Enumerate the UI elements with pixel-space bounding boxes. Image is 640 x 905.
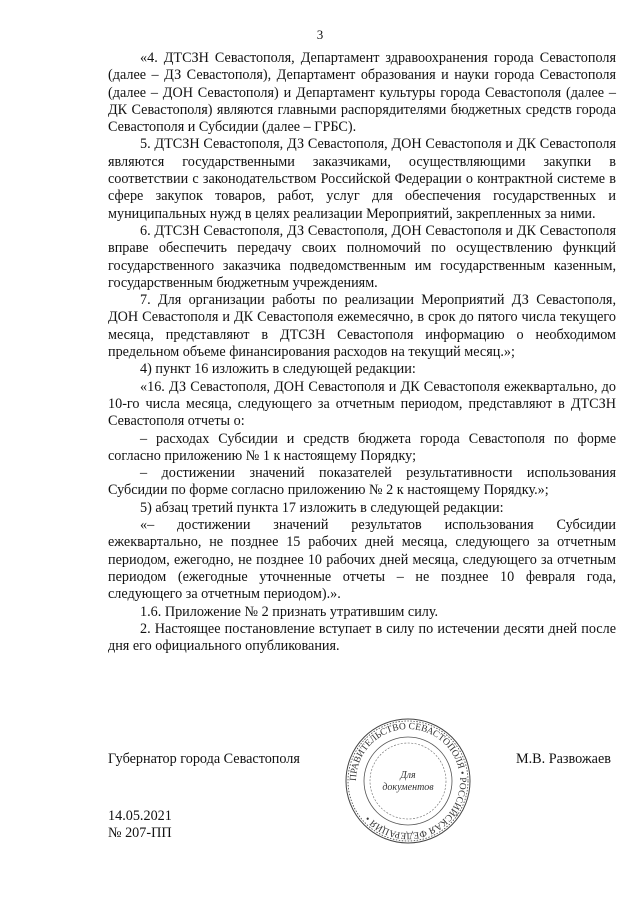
paragraph: 5. ДТСЗН Севастополя, ДЗ Севастополя, ДОН Севастополя и ДК Севастополя являются государственными заказчиками, осуществляющими закупки в соответствии с законодательством Российской Федерации о контрактной системе в сфере закупок товаров, работ, услуг для обеспечения государственных и муниципальных нужд в целях реализации Мероприятий, закрепленных за ними. — [108, 136, 616, 222]
paragraph: – расходах Субсидии и средств бюджета города Севастополя по форме согласно приложению № 1 к настоящему Порядку; — [108, 430, 616, 464]
signatory-position: Губернатор города Севастополя — [108, 751, 300, 767]
document-meta — [108, 808, 172, 843]
document-body — [108, 50, 616, 655]
seal-icon — [343, 716, 473, 846]
seal-outer-text: ПРАВИТЕЛЬСТВО СЕВАСТОПОЛЯ • РОССИЙСКАЯ ФЕДЕРАЦИЯ • — [348, 721, 468, 841]
seal-center-line-1: Для — [400, 770, 416, 781]
signatory-name: М.В. Развожаев — [516, 751, 611, 767]
paragraph: 6. ДТСЗН Севастополя, ДЗ Севастополя, ДОН Севастополя и ДК Севастополя вправе обеспечить передачу своих полномочий по осуществлению функций государственного заказчика подведомственным им государственным казенным, государственным бюджетным учреждениям. — [108, 222, 616, 291]
page-number: 3 — [316, 27, 324, 42]
paragraph: 1.6. Приложение № 2 признать утратившим силу. — [140, 603, 439, 620]
official-seal — [343, 716, 473, 846]
paragraph: – достижении значений показателей результативности использования Субсидии по форме согласно приложению № 2 к настоящему Порядку.»; — [108, 465, 616, 499]
paragraph: 4) пункт 16 изложить в следующей редакции: — [140, 361, 416, 378]
paragraph: 2. Настоящее постановление вступает в силу по истечении десяти дней после дня его официального опубликования. — [108, 620, 616, 655]
paragraph: 5) абзац третий пункта 17 изложить в следующей редакции: — [140, 499, 504, 516]
paragraph: «– достижении значений результатов использования Субсидии ежеквартально, не позднее 15 рабочих дней месяца, следующего за отчетным периодом, ежегодно, не позднее 10 рабочих дней месяца, следующего за отчетным периодом (ежегодные уточненные отчеты – не позднее 10 февраля года, следующего за отчетным периодом).». — [108, 517, 616, 603]
paragraph: «4. ДТСЗН Севастополя, Департамент здравоохранения города Севастополя (далее – ДЗ Севастополя), Департамент образования и науки города Севастополя (далее – ДОН Севастополя) и Департамент культуры города Севастополя (далее – ДК Севастополя) являются главными распорядителями бюджетных средств города Севастополя и Субсидии (далее – ГРБС). — [108, 50, 616, 136]
paragraph: «16. ДЗ Севастополя, ДОН Севастополя и ДК Севастополя ежеквартально, до 10-го числа месяца, следующего за отчетным периодом, представляют в ДТСЗН Севастополя отчеты о: — [108, 378, 616, 430]
document-date: 14.05.2021 — [108, 808, 172, 824]
seal-center-line-2: документов — [382, 782, 434, 793]
paragraph: 7. Для организации работы по реализации Мероприятий ДЗ Севастополя, ДОН Севастополя и ДК Севастополя ежемесячно, в срок до пятого числа текущего месяца, представляют в ДТСЗН Севастополя информацию о необходимом предельном объеме финансирования расходов на текущий месяц.»; — [108, 292, 616, 361]
document-number: № 207-ПП — [108, 825, 172, 842]
